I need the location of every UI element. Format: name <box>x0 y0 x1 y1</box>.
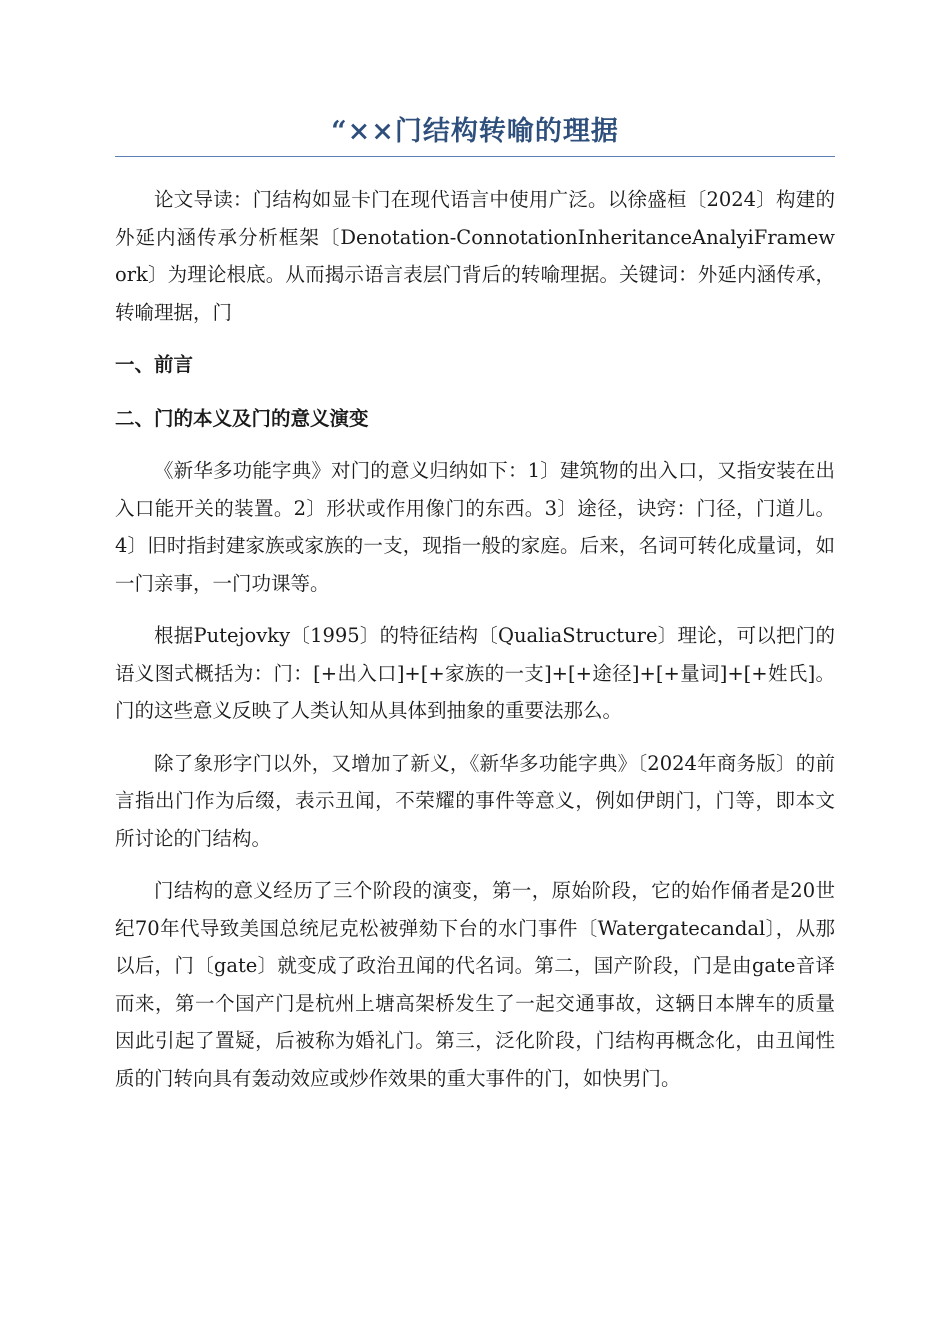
body-paragraph-three-stages: 门结构的意义经历了三个阶段的演变，第一，原始阶段，它的始作俑者是20世纪70年代导致美国总统尼克松被弹劾下台的水门事件〔Watergatecandal〕，从那以后，门〔gate〕就变成了政治丑闻的代名词。第二，国产阶段，门是由gate音译而来，第一个国产门是杭州上塘高架桥发生了一起交通事故，这辆日本牌车的质量因此引起了置疑，后被称为婚礼门。第三，泛化阶段，门结构再概念化，由丑闻性质的门转向具有轰动效应或炒作效果的重大事件的门，如快男门。 <box>115 879 835 1090</box>
section-heading-meaning-evolution: 二、门的本义及门的意义演变 <box>115 406 369 430</box>
body-paragraph-qualia: 根据Putejovky〔1995〕的特征结构〔QualiaStructure〕理论，可以把门的语义图式概括为：门：[+出入口]+[+家族的一支]+[+途径]+[+量词]+[+姓氏]。门的这些意义反映了人类认知从具体到抽象的重要法那么。 <box>115 624 835 722</box>
body-paragraph-new-meaning: 除了象形字门以外，又增加了新义，《新华多功能字典》〔2024年商务版〕的前言指出门作为后缀，表示丑闻，不荣耀的事件等意义，例如伊朗门，门等，即本文所讨论的门结构。 <box>115 751 835 850</box>
document-page <box>115 110 835 1097</box>
section-heading-introduction: 一、前言 <box>115 353 194 376</box>
abstract-paragraph: 论文导读：门结构如显卡门在现代语言中使用广泛。以徐盛桓〔2024〕构建的外延内涵传承分析框架〔Denotation-ConnotationInheritanceAnalyiFramework〕为理论根底。从而揭示语言表层门背后的转喻理据。关键词：外延内涵传承，转喻理据，门 <box>115 188 835 324</box>
body-paragraph-dictionary: 《新华多功能字典》对门的意义归纳如下：1〕建筑物的出入口，又指安装在出入口能开关的装置。2〕形状或作用像门的东西。3〕途径，诀窍：门径，门道儿。4〕旧时指封建家族或家族的一支，现指一般的家庭。后来，名词可转化成量词，如一门亲事，一门功课等。 <box>115 459 835 595</box>
document-title: “××门结构转喻的理据 <box>115 110 835 157</box>
